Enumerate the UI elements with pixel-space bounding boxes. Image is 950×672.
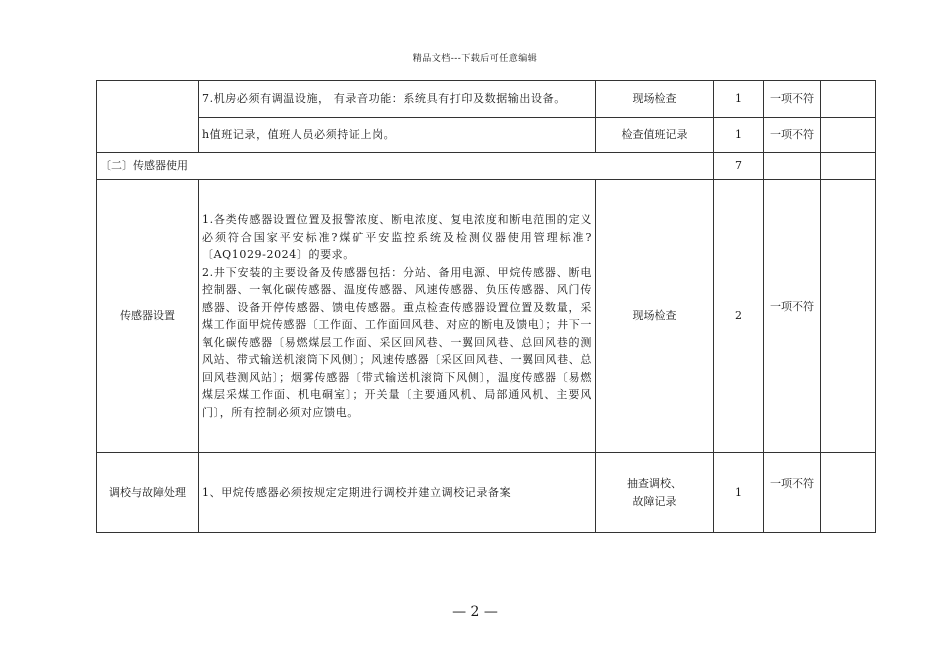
inspection-table — [96, 80, 876, 533]
section-title: 〔二〕传感器使用 — [97, 153, 714, 180]
result-cell: 一项不符 — [764, 118, 821, 153]
method-cell: 检查值班记录 — [596, 118, 714, 153]
extra-cell — [821, 453, 876, 533]
item-cell: 调校与故障处理 — [97, 453, 199, 533]
score-cell: 2 — [714, 180, 764, 453]
table-row — [97, 180, 876, 453]
content-paragraph: 2.井下安装的主要设备及传感器包括：分站、备用电源、甲烷传感器、断电控制器、一氧化碳传感器、温度传感器、风速传感器、负压传感器、风门传感器、设备开停传感器、馈电传感器。重点检查传感器设置位置及数量，采煤工作面甲烷传感器〔工作面、工作面回风巷、对应的断电及馈电〕；井下一氧化碳传感器〔易燃煤层工作面、采区回风巷、一翼回风巷、总回风巷的测风站、带式输送机滚筒下风侧〕；风速传感器〔采区回风巷、一翼回风巷、总回风巷测风站〕；烟雾传感器〔带式输送机滚筒下风侧〕，温度传感器〔易燃煤层采煤工作面、机电硐室〕；开关量〔主要通风机、局部通风机、主要风门〕，所有控制必须对应馈电。 — [202, 265, 592, 419]
method-line: 抽查调校、 — [627, 477, 682, 490]
result-cell — [764, 453, 821, 533]
extra-cell — [821, 153, 876, 180]
section-row — [97, 153, 876, 180]
table-row — [97, 453, 876, 533]
content-paragraph: 1.各类传感器设置位置及报警浓度、断电浓度、复电浓度和断电范围的定义必须符合国家平安标准?煤矿平安监控系统及检测仪器使用管理标准?〔AQ1029-2024〕的要求。 — [202, 213, 592, 261]
content-cell — [199, 180, 596, 453]
score-cell: 1 — [714, 453, 764, 533]
method-line: 故障记录 — [632, 494, 677, 508]
content-cell: 1、甲烷传感器必须按规定定期进行调校并建立调校记录备案 — [199, 453, 596, 533]
extra-cell — [821, 81, 876, 118]
result-cell — [764, 153, 821, 180]
content-cell: 7.机房必须有调温设施， 有录音功能：系统具有打印及数据输出设备。 — [199, 81, 596, 118]
score-cell: 1 — [714, 81, 764, 118]
header-note: 精品文档---下载后可任意编辑 — [412, 54, 538, 64]
item-cell — [97, 81, 199, 153]
extra-cell — [821, 180, 876, 453]
method-cell: 现场检查 — [596, 81, 714, 118]
table-row — [97, 81, 876, 118]
result-cell — [764, 180, 821, 453]
method-cell: 现场检查 — [596, 180, 714, 453]
extra-cell — [821, 118, 876, 153]
result-cell: 一项不符 — [764, 81, 821, 118]
result-text: 一项不符 — [770, 300, 814, 314]
item-cell: 传感器设置 — [97, 180, 199, 453]
page-number: — 2 — — [452, 604, 498, 620]
table-row — [97, 118, 876, 153]
score-cell: 7 — [714, 153, 764, 180]
content-cell: h值班记录，值班人员必须持证上岗。 — [199, 118, 596, 153]
method-cell — [596, 453, 714, 533]
result-text: 一项不符 — [770, 476, 814, 490]
score-cell: 1 — [714, 118, 764, 153]
